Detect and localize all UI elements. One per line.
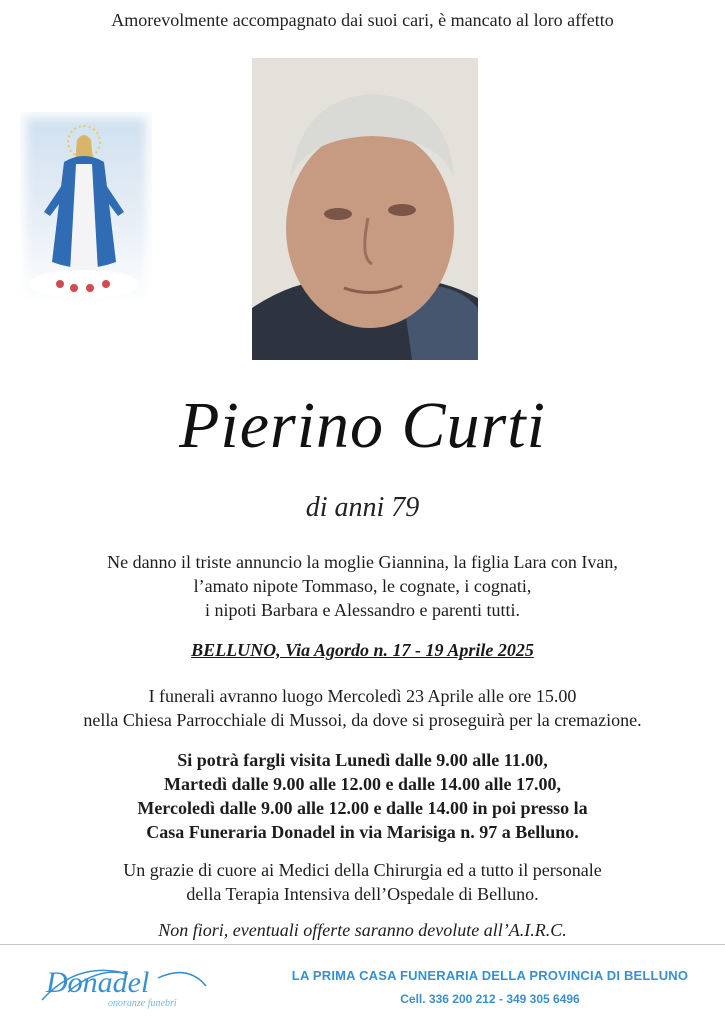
funeral-line: nella Chiesa Parrocchiale di Mussoi, da dove si proseguirà per la cremazione. bbox=[83, 710, 642, 730]
footer-slogan: LA PRIMA CASA FUNERARIA DELLA PROVINCIA DI BELLUNO bbox=[291, 968, 689, 983]
funeral-paragraph bbox=[0, 684, 725, 732]
deceased-age: di anni 79 bbox=[305, 492, 420, 523]
thanks-paragraph bbox=[0, 858, 725, 906]
donadel-logo bbox=[38, 956, 213, 1012]
logo-text: Donadel bbox=[46, 966, 150, 999]
visits-line: Si potrà fargli visita Lunedì dalle 9.00 alle 11.00, bbox=[177, 750, 548, 770]
intro-line: Amorevolmente accompagnato dai suoi cari, è mancato al loro affetto bbox=[111, 10, 614, 30]
no-flowers-note: Non fiori, eventuali offerte saranno devolute all’A.I.R.C. bbox=[158, 920, 567, 940]
thanks-line: della Terapia Intensiva dell’Ospedale di Belluno. bbox=[186, 884, 539, 904]
deceased-name: Pierino Curti bbox=[179, 389, 546, 462]
thanks-line: Un grazie di cuore ai Medici della Chirurgia ed a tutto il personale bbox=[123, 860, 602, 880]
deceased-portrait bbox=[252, 58, 478, 360]
footer-divider bbox=[0, 944, 725, 945]
announcement-line: l’amato nipote Tommaso, le cognate, i cognati, bbox=[193, 576, 532, 596]
footer-phones: Cell. 336 200 212 - 349 305 6496 bbox=[400, 992, 580, 1006]
place-date-text: BELLUNO, Via Agordo n. 17 - 19 Aprile 2025 bbox=[191, 640, 534, 660]
visits-line: Mercoledì dalle 9.00 alle 12.00 e dalle 14.00 in poi presso la bbox=[137, 798, 588, 818]
funeral-line: I funerali avranno luogo Mercoledì 23 Aprile alle ore 15.00 bbox=[148, 686, 577, 706]
announcement-line: Ne danno il triste annuncio la moglie Giannina, la figlia Lara con Ivan, bbox=[107, 552, 618, 572]
visits-line: Casa Funeraria Donadel in via Marisiga n. 97 a Belluno. bbox=[146, 822, 579, 842]
madonna-image bbox=[20, 112, 152, 308]
announcement-paragraph bbox=[0, 550, 725, 622]
place-date-line bbox=[0, 640, 725, 661]
visits-line: Martedì dalle 9.00 alle 12.00 e dalle 14.00 alle 17.00, bbox=[164, 774, 561, 794]
logo-subtext: onoranze funebri bbox=[108, 998, 177, 1009]
visits-paragraph bbox=[0, 748, 725, 844]
announcement-line: i nipoti Barbara e Alessandro e parenti tutti. bbox=[205, 600, 520, 620]
